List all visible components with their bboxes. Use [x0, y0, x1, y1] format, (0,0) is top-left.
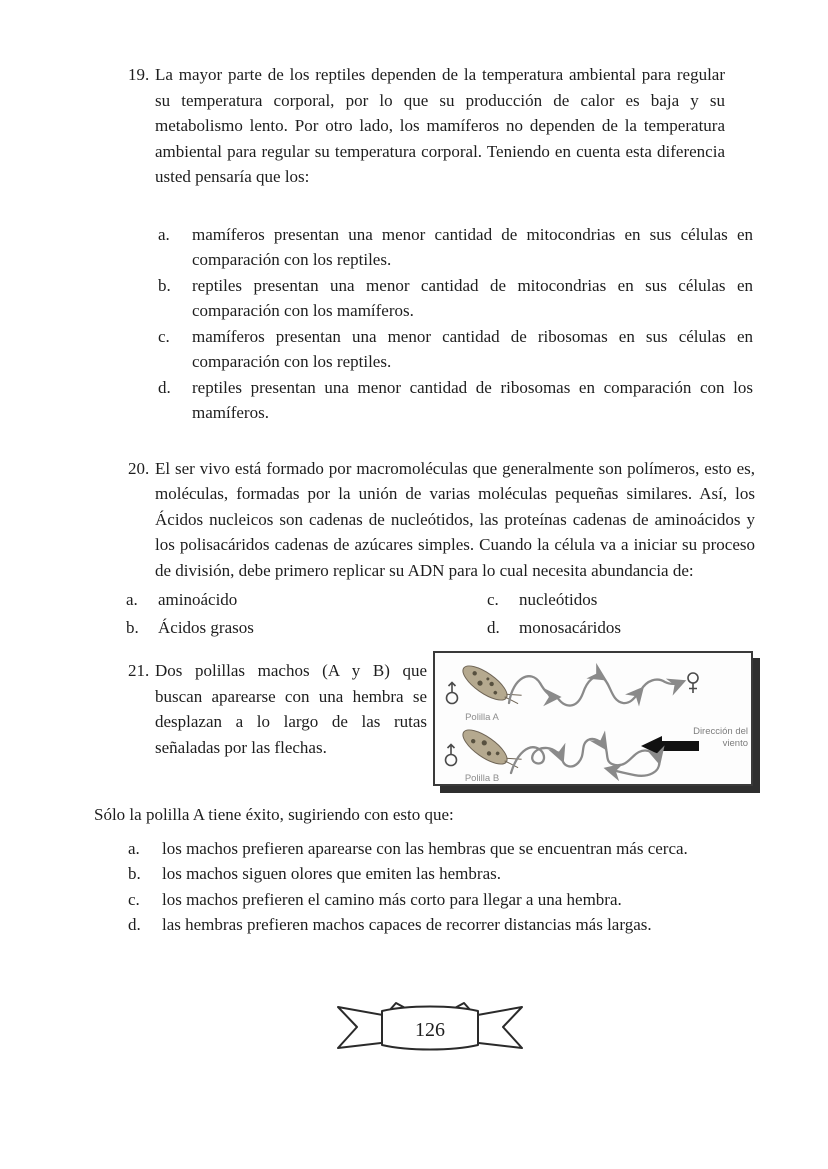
option-19b-letter: b. [158, 275, 171, 295]
option-21a-text: los machos prefieren aparearse con las hembras que se encuentran más cerca. [162, 838, 688, 858]
option-20b-text: Ácidos grasos [158, 617, 254, 637]
page-number: 126 [415, 1018, 445, 1041]
option-19b-text: reptiles presentan una menor cantidad de mitocondrias en sus células en comparación con los mamíferos. [192, 275, 753, 320]
option-20d-text: monosacáridos [519, 617, 621, 637]
option-21c-letter: c. [128, 889, 140, 909]
question-20-options [126, 587, 828, 640]
option-20d [487, 615, 828, 641]
option-20a [126, 587, 487, 613]
moth-flight-paths-figure [433, 651, 753, 786]
wind-direction-label-line1: Dirección del [693, 726, 748, 737]
option-19a [158, 222, 828, 273]
question-21-text: Dos polillas machos (A y B) que buscan aparearse con una hembra se desplazan a lo largo de las rutas señaladas por las flechas. [155, 661, 427, 757]
option-21b [128, 861, 828, 887]
male-symbol-b-icon [446, 745, 457, 766]
moth-a-label: Polilla A [465, 712, 499, 723]
page-number-ribbon [330, 996, 530, 1060]
flight-path-a [509, 676, 682, 705]
question-20-text: El ser vivo está formado por macromoléculas que generalmente son polímeros, esto es, moléculas, formadas por la unión de varias moléculas pequeñas similares. Así, los Ácidos nucleicos son cadenas de nucleótidos, las proteínas cadenas de aminoácidos y los polisacáridos cadenas de azúcares simples. Cuando la célula va a iniciar su proceso de división, debe primero replicar su ADN para lo cual necesita abundancia de: [155, 458, 755, 580]
option-21b-letter: b. [128, 864, 141, 883]
option-21b-text: los machos siguen olores que emiten las hembras. [162, 864, 501, 883]
option-20d-letter: d. [487, 617, 500, 637]
question-19 [0, 62, 828, 426]
option-21d-text: las hembras prefieren machos capaces de recorrer distancias más largas. [162, 915, 652, 934]
moth-b-label: Polilla B [464, 773, 500, 784]
option-19a-letter: a. [158, 224, 170, 244]
option-20a-letter: a. [126, 590, 138, 609]
question-21 [0, 658, 828, 938]
option-20c-text: nucleótidos [519, 590, 598, 609]
moth-b-illustration [458, 723, 523, 777]
female-symbol-icon [688, 673, 698, 693]
flight-path-b [511, 739, 659, 776]
option-20c-letter: c. [487, 590, 499, 609]
option-20c [487, 587, 828, 613]
option-21d-letter: d. [128, 915, 141, 934]
option-19d [158, 375, 828, 426]
option-19d-text: reptiles presentan una menor cantidad de ribosomas en comparación con los mamíferos. [192, 377, 753, 422]
option-19c-text: mamíferos presentan una menor cantidad de ribosomas en sus células en comparación con los reptiles. [192, 326, 753, 371]
option-21c-text: los machos prefieren el camino más corto para llegar a una hembra. [162, 889, 622, 909]
option-20a-text: aminoácido [158, 590, 238, 609]
option-19a-text: mamíferos presentan una menor cantidad de mitocondrias en sus células en comparación con los reptiles. [192, 224, 753, 269]
question-19-options [158, 222, 828, 426]
option-19c [158, 324, 828, 375]
option-20b-letter: b. [126, 617, 139, 637]
option-21a-letter: a. [128, 838, 140, 858]
question-20 [0, 456, 828, 641]
wind-direction-label-line2: viento [722, 738, 748, 749]
question-20-number: 20. [128, 458, 150, 478]
question-19-text: La mayor parte de los reptiles dependen de la temperatura ambiental para regular su temperatura corporal, por lo que su producción de calor es baja y su metabolismo lento. Por otro lado, los mamíferos no dependen de la temperatura ambiental para regular su temperatura corporal. Teniendo en cuenta esta diferencia usted pensaría que los: [155, 65, 725, 186]
option-21c [128, 887, 828, 913]
option-19d-letter: d. [158, 377, 171, 397]
question-19-number: 19. [128, 65, 150, 84]
option-21d [128, 912, 828, 938]
question-21-options [128, 836, 828, 938]
wind-direction-arrow-icon [641, 736, 699, 756]
male-symbol-a-icon [447, 683, 458, 704]
option-19c-letter: c. [158, 326, 170, 346]
question-21-stem: Sólo la polilla A tiene éxito, sugiriendo con esto que: [94, 805, 454, 824]
option-21a [128, 836, 828, 862]
question-21-number: 21. [128, 661, 150, 680]
option-19b [158, 273, 828, 324]
option-20b [126, 615, 487, 641]
